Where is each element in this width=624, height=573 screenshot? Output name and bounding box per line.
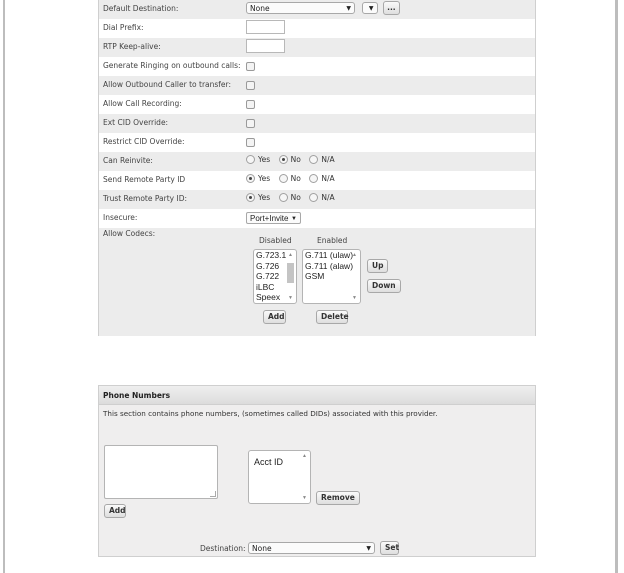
allow-codecs-row xyxy=(99,228,535,336)
list-item[interactable]: G.722 xyxy=(256,271,280,281)
allow-recording-label: Allow Call Recording: xyxy=(103,99,182,108)
default-destination-row xyxy=(99,0,535,19)
ext-cid-override-label: Ext CID Override: xyxy=(103,118,169,127)
disabled-codecs-header: Disabled xyxy=(259,236,292,245)
ext-cid-override-checkbox[interactable] xyxy=(246,119,255,128)
list-item[interactable]: Speex xyxy=(256,292,281,302)
can-reinvite-row xyxy=(99,152,535,171)
restrict-cid-override-checkbox[interactable] xyxy=(246,138,255,147)
allow-codecs-label: Allow Codecs: xyxy=(103,229,156,238)
list-item[interactable]: G.711 (alaw) xyxy=(305,260,354,271)
codec-delete-button[interactable]: Delete xyxy=(316,310,348,324)
list-item[interactable]: G.711 (ulaw) xyxy=(305,250,354,260)
phone-numbers-title: Phone Numbers xyxy=(103,391,171,400)
resize-grip-icon[interactable] xyxy=(210,491,216,497)
scroll-down-icon: ▼ xyxy=(288,295,293,301)
restrict-cid-override-label: Restrict CID Override: xyxy=(103,137,185,146)
disabled-codecs-list[interactable] xyxy=(253,249,297,304)
allow-recording-checkbox[interactable] xyxy=(246,100,255,109)
dial-prefix-label: Dial Prefix: xyxy=(103,23,144,32)
phone-numbers-header xyxy=(99,386,535,405)
allow-recording-row xyxy=(99,95,535,114)
allow-transfer-label: Allow Outbound Caller to transfer: xyxy=(103,80,232,89)
scrollbar[interactable] xyxy=(286,251,295,302)
phone-numbers-panel xyxy=(98,385,536,557)
default-destination-value: None xyxy=(250,4,270,13)
destination-select[interactable] xyxy=(248,542,375,554)
list-item[interactable]: G.726 xyxy=(256,260,280,271)
radio-label: Yes xyxy=(258,174,271,183)
trust-rpid-yes-radio[interactable] xyxy=(246,193,255,202)
insecure-select[interactable] xyxy=(246,212,301,224)
codec-down-button[interactable]: Down xyxy=(367,279,401,293)
generate-ringing-row xyxy=(99,57,535,76)
phone-add-button[interactable]: Add xyxy=(104,504,126,518)
allow-transfer-row xyxy=(99,76,535,95)
trust-rpid-no-radio[interactable] xyxy=(279,193,288,202)
insecure-value: Port+Invite xyxy=(250,214,289,223)
allow-transfer-checkbox[interactable] xyxy=(246,81,255,90)
send-rpid-row xyxy=(99,171,535,190)
trust-rpid-row xyxy=(99,190,535,209)
phone-remove-button[interactable]: Remove xyxy=(316,491,360,505)
scroll-up-icon: ▲ xyxy=(302,453,307,459)
radio-label: No xyxy=(290,193,301,202)
generate-ringing-checkbox[interactable] xyxy=(246,62,255,71)
send-rpid-yes-radio[interactable] xyxy=(246,174,255,183)
list-item[interactable]: GSM xyxy=(305,271,325,281)
trust-rpid-na-radio[interactable] xyxy=(309,193,318,202)
insecure-row xyxy=(99,209,535,228)
can-reinvite-label: Can Reinvite: xyxy=(103,156,153,165)
list-item[interactable]: Acct ID xyxy=(252,456,302,468)
trunk-settings-panel xyxy=(98,0,536,336)
dial-prefix-row xyxy=(99,19,535,38)
chevron-down-icon: ▼ xyxy=(368,5,374,12)
scroll-down-icon: ▼ xyxy=(352,295,357,301)
can-reinvite-yes-radio[interactable] xyxy=(246,155,255,164)
generate-ringing-label: Generate Ringing on outbound calls: xyxy=(103,61,241,70)
phone-number-input[interactable] xyxy=(104,445,218,499)
scroll-down-icon: ▼ xyxy=(302,495,307,501)
chevron-down-icon: ▼ xyxy=(291,216,297,222)
scrollbar[interactable] xyxy=(300,452,309,502)
rtp-keepalive-label: RTP Keep-alive: xyxy=(103,42,161,51)
radio-label: N/A xyxy=(321,193,335,202)
enabled-codecs-header: Enabled xyxy=(317,236,348,245)
scroll-up-icon: ▲ xyxy=(288,252,293,258)
radio-label: No xyxy=(290,174,301,183)
phone-numbers-description: This section contains phone numbers, (sometimes called DIDs) associated with this provider. xyxy=(103,409,438,418)
list-item[interactable]: G.723.1 xyxy=(256,250,287,260)
scroll-up-icon: ▲ xyxy=(352,252,357,258)
send-rpid-label: Send Remote Party ID xyxy=(103,175,186,184)
rtp-keepalive-input[interactable] xyxy=(246,39,285,53)
chevron-down-icon: ▼ xyxy=(346,5,351,12)
rtp-keepalive-row xyxy=(99,38,535,57)
insecure-label: Insecure: xyxy=(103,213,138,222)
phone-numbers-list[interactable] xyxy=(248,450,311,504)
restrict-cid-override-row xyxy=(99,133,535,152)
enabled-codecs-list[interactable] xyxy=(302,249,361,304)
default-destination-label: Default Destination: xyxy=(103,4,179,13)
destination-set-button[interactable]: Set xyxy=(380,541,399,555)
radio-label: N/A xyxy=(321,155,335,164)
default-destination-select[interactable] xyxy=(246,2,355,14)
destination-type-select[interactable] xyxy=(362,2,378,14)
can-reinvite-no-radio[interactable] xyxy=(279,155,288,164)
can-reinvite-na-radio[interactable] xyxy=(309,155,318,164)
radio-label: No xyxy=(290,155,301,164)
destination-more-button[interactable]: ... xyxy=(383,1,400,15)
dial-prefix-input[interactable] xyxy=(246,20,285,34)
destination-label: Destination: xyxy=(200,544,246,553)
trust-rpid-label: Trust Remote Party ID: xyxy=(103,194,188,203)
send-rpid-no-radio[interactable] xyxy=(279,174,288,183)
scrollbar-thumb[interactable] xyxy=(287,263,294,283)
codec-up-button[interactable]: Up xyxy=(367,259,388,273)
ext-cid-override-row xyxy=(99,114,535,133)
chevron-down-icon: ▼ xyxy=(366,545,371,552)
radio-label: Yes xyxy=(258,193,271,202)
list-item[interactable]: iLBC xyxy=(256,281,275,292)
radio-label: Yes xyxy=(258,155,271,164)
send-rpid-na-radio[interactable] xyxy=(309,174,318,183)
destination-value: None xyxy=(252,544,272,553)
scrollbar[interactable] xyxy=(350,251,359,302)
radio-label: N/A xyxy=(321,174,335,183)
codec-add-button[interactable]: Add xyxy=(263,310,286,324)
